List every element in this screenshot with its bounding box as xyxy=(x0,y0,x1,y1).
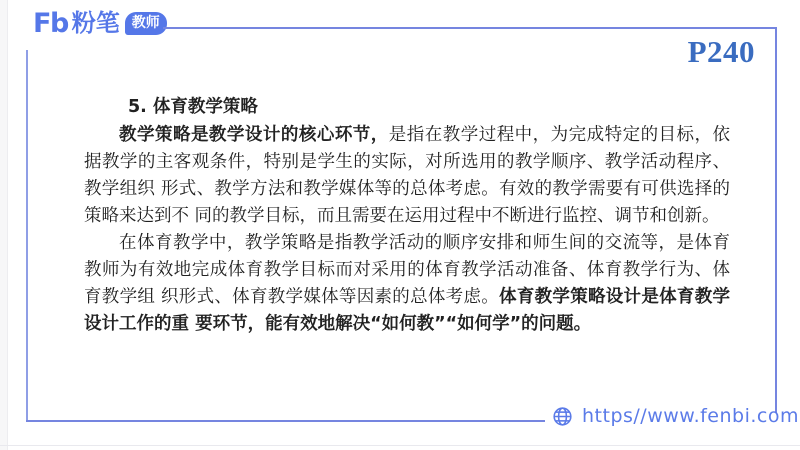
paragraph-1-bold-lead: 教学策略是教学设计的核心环节， xyxy=(119,125,389,145)
section-heading: 5. 体育教学策略 xyxy=(128,97,258,117)
frame-right-line xyxy=(775,27,777,413)
frame-top-line xyxy=(163,27,777,29)
paragraph-2-bold-tail: 体育教学策略设计是体育教学设计工作的重 要环节，能有效地解决“如何教”“如何学”的问题。 xyxy=(84,287,731,334)
screenshot-bottom-edge xyxy=(0,445,800,446)
paragraph-1 xyxy=(84,122,730,230)
paragraph-2-body: 在体育教学中，教学策略是指教学活动的顺序安排和师生间的交流等，是体育教师为有效地完成体育教学目标而对采用的体育教学活动准备、体育教学行为、体育教学组 织形式、体育教学媒体等因素的总体考虑。 xyxy=(84,233,730,307)
fenbi-logo-brand: 粉笔 xyxy=(71,9,120,38)
slide-content xyxy=(84,94,730,338)
paragraph-1-body: 是指在教学过程中，为完成特定的目标，依据教学的主客观条件，特别是学生的实际，对所选用的教学顺序、教学活动程序、教学组织 形式、教学方法和教学媒体等的总体考虑。有效的教学需要有可供选择的策略来达到不 同的教学目标，而且需要在运用过程中不断进行监控、调节和创新。 xyxy=(84,125,731,226)
frame-left-line xyxy=(26,50,28,422)
frame-bottom-line xyxy=(26,420,545,422)
fenbi-logo xyxy=(33,10,167,37)
footer xyxy=(552,405,799,427)
screenshot-left-edge xyxy=(0,0,8,450)
paragraph-2 xyxy=(84,230,730,338)
website-url: https//www.fenbi.com xyxy=(582,405,799,427)
globe-icon xyxy=(552,406,573,427)
page-number: P240 xyxy=(687,34,755,69)
teacher-badge: 教师 xyxy=(125,12,167,35)
fenbi-logo-mark-icon: Fb xyxy=(33,8,68,39)
